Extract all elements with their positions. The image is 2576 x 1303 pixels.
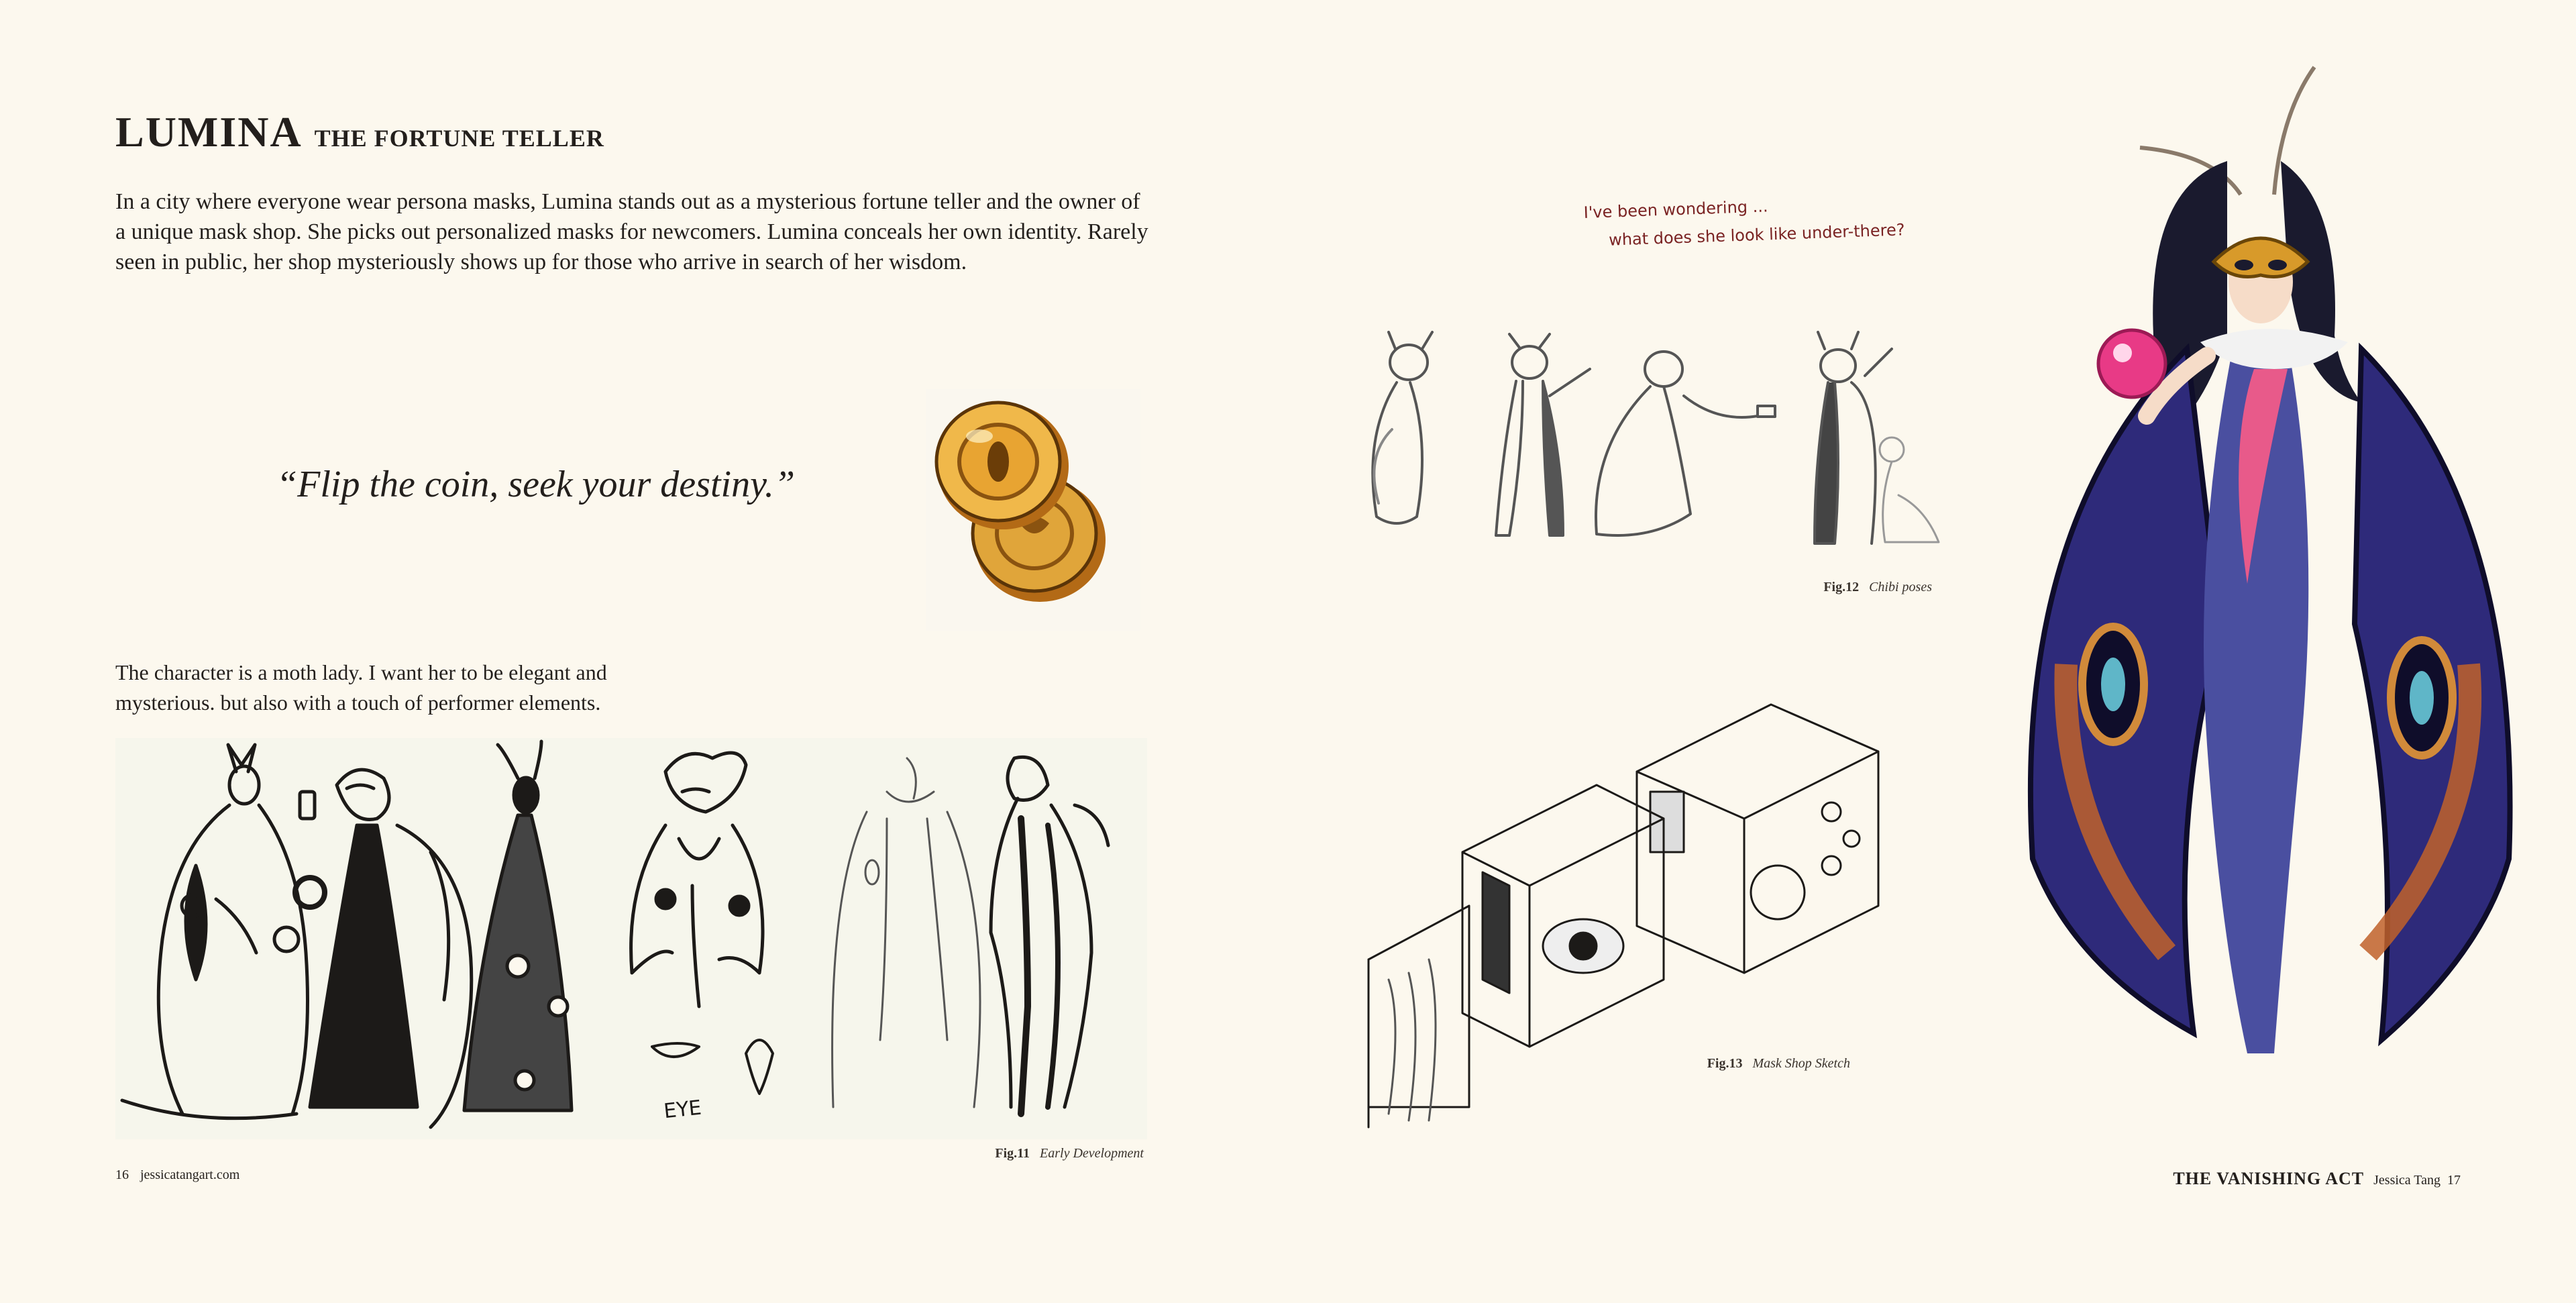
handwritten-note	[1583, 187, 1905, 255]
design-note: The character is a moth lady. I want her to be elegant and mysterious. but also with a touch of performer elements.	[115, 660, 607, 715]
book-title: THE VANISHING ACT	[2173, 1169, 2365, 1188]
early-development-sketches	[115, 738, 1147, 1139]
left-page-footer	[115, 1167, 239, 1183]
figure-caption: Early Development	[1040, 1146, 1144, 1161]
figure-caption: Chibi poses	[1869, 580, 1932, 594]
author-name: Jessica Tang	[2373, 1173, 2440, 1188]
handwritten-line-2: what does she look like under-there?	[1608, 220, 1905, 250]
figure-number: Fig.13	[1707, 1056, 1743, 1071]
page-title	[115, 107, 604, 157]
page-number: 17	[2447, 1173, 2461, 1188]
pull-quote: “Flip the coin, seek your destiny.”	[276, 464, 795, 505]
figure-number: Fig.11	[995, 1146, 1030, 1161]
lumina-character-illustration	[1986, 60, 2522, 1167]
chibi-poses-sketches	[1355, 329, 1945, 564]
intro-paragraph: In a city where everyone wear persona masks, Lumina stands out as a mysterious fortune teller and the owner of a unique mask shop. She picks out personalized masks for newcomers. Lumina conceals her own identity. Rarely seen in public, her shop mysteriously shows up for those who arrive in search of her wisdom.	[115, 189, 1148, 274]
figure-12-caption	[1823, 580, 1932, 595]
coin-illustration	[926, 389, 1140, 631]
website-link[interactable]: jessicatangart.com	[140, 1167, 240, 1182]
figure-number: Fig.12	[1823, 580, 1860, 594]
right-page-footer	[2173, 1169, 2461, 1189]
title-subtitle: THE FORTUNE TELLER	[314, 125, 604, 152]
handwritten-line-1: I've been wondering ...	[1583, 197, 1768, 222]
title-lumina: LUMINA	[115, 108, 303, 156]
figure-caption: Mask Shop Sketch	[1752, 1056, 1850, 1071]
eye-sketch-label: EYE	[662, 1096, 703, 1124]
figure-13-caption	[1707, 1056, 1850, 1072]
page-number: 16	[115, 1167, 129, 1182]
figure-11-caption	[995, 1146, 1144, 1161]
